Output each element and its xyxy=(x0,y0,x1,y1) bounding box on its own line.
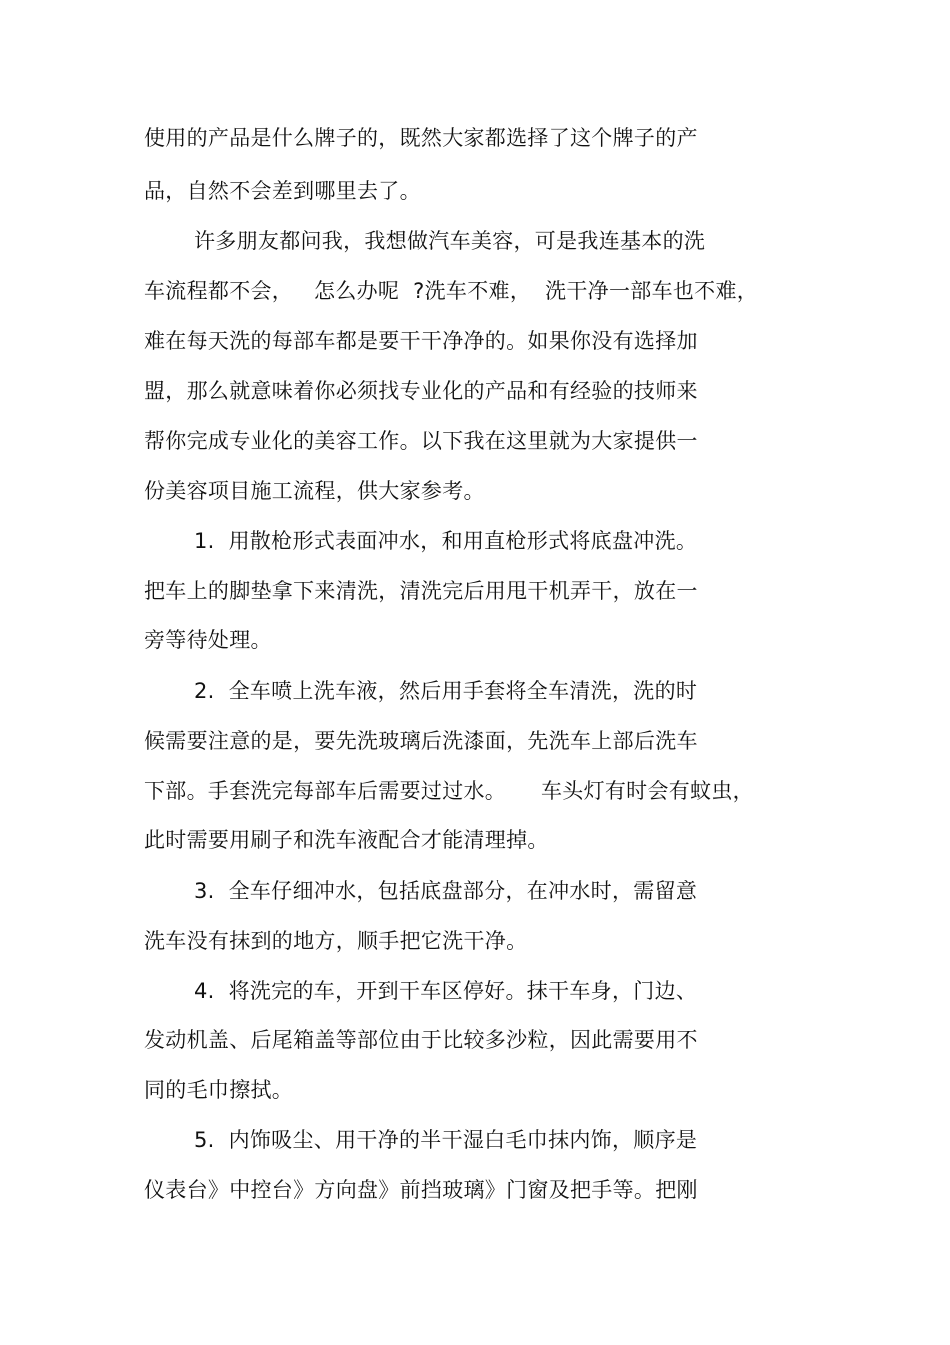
paragraph-start-line: 许多朋友都问我，我想做汽车美容，可是我连基本的洗 xyxy=(194,229,706,253)
text-line: 车流程都不会， 怎么办呢 ?洗车不难， 洗干净一部车也不难， xyxy=(144,279,759,303)
text-line: 品，自然不会差到哪里去了。 xyxy=(144,179,421,203)
text-line: 此时需要用刷子和洗车液配合才能清理掉。 xyxy=(144,828,549,852)
step-4-line: 4. 将洗完的车，开到干车区停好。抹干车身，门边、 xyxy=(194,979,698,1003)
text-line: 洗车没有抹到的地方，顺手把它洗干净。 xyxy=(144,929,528,953)
text-line: 把车上的脚垫拿下来清洗，清洗完后用甩干机弄干，放在一 xyxy=(144,579,698,603)
text-line: 发动机盖、后尾箱盖等部位由于比较多沙粒，因此需要用不 xyxy=(144,1028,698,1052)
step-3-line: 3. 全车仔细冲水，包括底盘部分，在冲水时，需留意 xyxy=(194,879,698,903)
step-5-line: 5. 内饰吸尘、用干净的半干湿白毛巾抹内饰，顺序是 xyxy=(194,1128,698,1152)
text-line: 同的毛巾擦拭。 xyxy=(144,1078,294,1102)
text-line: 难在每天洗的每部车都是要干干净净的。如果你没有选择加 xyxy=(144,329,698,353)
text-line: 使用的产品是什么牌子的，既然大家都选择了这个牌子的产 xyxy=(144,126,698,150)
text-line: 仪表台》中控台》方向盘》前挡玻璃》门窗及把手等。把刚 xyxy=(144,1178,698,1202)
step-1-line: 1. 用散枪形式表面冲水，和用直枪形式将底盘冲洗。 xyxy=(194,529,698,553)
text-line: 盟，那么就意味着你必须找专业化的产品和有经验的技师来 xyxy=(144,379,698,403)
text-line: 下部。手套洗完每部车后需要过过水。 车头灯有时会有蚊虫， xyxy=(144,779,754,803)
text-line: 旁等待处理。 xyxy=(144,628,272,652)
text-line: 候需要注意的是，要先洗玻璃后洗漆面，先洗车上部后洗车 xyxy=(144,729,698,753)
step-2-line: 2. 全车喷上洗车液，然后用手套将全车清洗，洗的时 xyxy=(194,679,698,703)
text-line: 份美容项目施工流程，供大家参考。 xyxy=(144,479,485,503)
text-line: 帮你完成专业化的美容工作。以下我在这里就为大家提供一 xyxy=(144,429,698,453)
